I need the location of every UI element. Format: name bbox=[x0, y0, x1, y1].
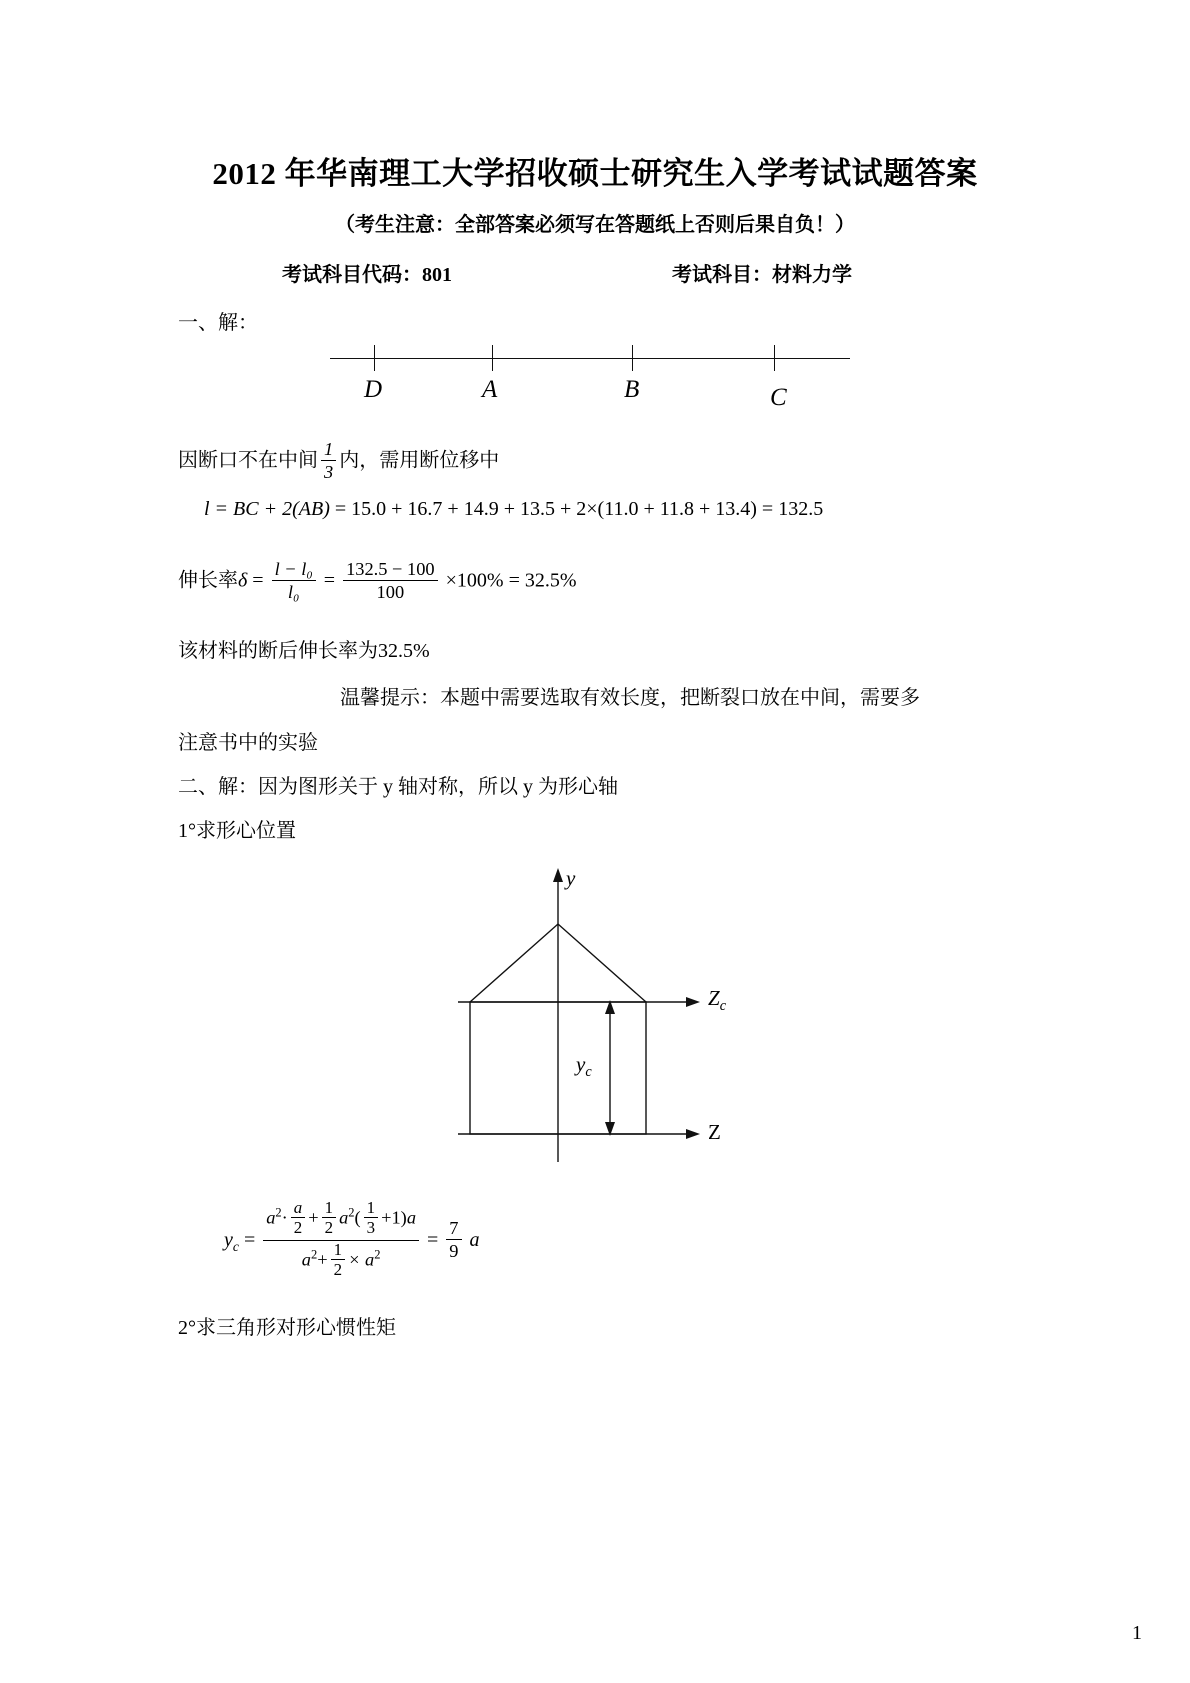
centroid-num-a-exp: 2 bbox=[275, 1205, 282, 1220]
dimension-label-yc-sub: c bbox=[585, 1064, 592, 1081]
subject-row bbox=[0, 258, 1190, 288]
break-reason-prefix: 因断口不在中间 bbox=[178, 449, 318, 472]
centroid-num-frac2-num: 1 bbox=[324, 1198, 334, 1217]
centroid-num-frac1 bbox=[291, 1198, 305, 1239]
subject-name: 考试科目：材料力学 bbox=[672, 264, 852, 286]
equation-length-lhs: l = BC + 2(AB) bbox=[204, 498, 330, 520]
elongation-result: 该材料的断后伸长率为32.5% bbox=[178, 640, 430, 662]
centroid-den-a: a bbox=[301, 1249, 311, 1270]
centroid-numerator bbox=[263, 1199, 419, 1240]
section2-heading: 二、解：因为图形关于 y 轴对称，所以 y 为形心轴 bbox=[178, 776, 618, 798]
centroid-num-a2: a bbox=[339, 1207, 349, 1228]
fraction-denominator: 3 bbox=[321, 460, 336, 483]
centroid-num-tail: a bbox=[406, 1207, 417, 1228]
cross-section-figure bbox=[430, 862, 990, 1182]
centroid-num-frac1-num: a bbox=[293, 1198, 303, 1217]
centroid-lhs: y bbox=[224, 1228, 233, 1251]
centroid-num-frac3-den: 3 bbox=[364, 1217, 378, 1238]
centroid-lhs-sub: c bbox=[232, 1238, 239, 1254]
equation-centroid: $y_c$ = $a^2\cdot$ $\frac{a}{2}$ + $\frac{1}{2}$ $a^2$( $\frac{1}{3}$ +1)a $a^2+$ $\frac{1}{2}$ × $a^2$ = $\frac{7}{9}$ a bbox=[224, 1200, 480, 1283]
subject-code: 考试科目代码：801 bbox=[282, 264, 452, 286]
ruler-tick-c bbox=[774, 345, 775, 371]
elongation-tail: ×100% = 32.5% bbox=[445, 569, 577, 592]
centroid-num-frac2-den: 2 bbox=[322, 1217, 336, 1238]
ruler-tick-b bbox=[632, 345, 633, 371]
elongation-frac2-num: 132.5 − 100 bbox=[346, 559, 435, 579]
ruler-tick-a bbox=[492, 345, 493, 371]
equation-elongation: 伸长率δ = $\frac{\text{l − l₀}}{\text{l₀}}$ = $\frac{132.5 - 100}{100}$ ×100% = 32.5% bbox=[178, 559, 577, 603]
exam-notice: （考生注意：全部答案必须写在答题纸上否则后果自负！） bbox=[335, 214, 855, 236]
ruler-label-a: A bbox=[482, 376, 498, 403]
centroid-den-a-exp: 2 bbox=[310, 1247, 318, 1262]
centroid-num-frac2 bbox=[322, 1198, 336, 1239]
elongation-label: 伸长率 bbox=[178, 569, 238, 592]
centroid-den-frac bbox=[331, 1240, 345, 1281]
centroid-num-dot: · bbox=[281, 1207, 288, 1228]
equation-length bbox=[204, 498, 823, 521]
ruler-axis-line bbox=[330, 358, 850, 359]
centroid-num-a2-exp: 2 bbox=[348, 1205, 355, 1220]
elongation-symbol: δ bbox=[238, 569, 248, 592]
tip-line-1: 温馨提示：本题中需要选取有效长度，把断裂口放在中间，需要多 bbox=[340, 687, 920, 709]
elongation-frac2-den: 100 bbox=[343, 580, 438, 603]
centroid-num-paren: ( bbox=[354, 1207, 361, 1228]
page-title: 2012 年华南理工大学招收硕士研究生入学考试试题答案 bbox=[212, 156, 978, 191]
elongation-fraction-1 bbox=[272, 559, 316, 603]
centroid-den-times: × a bbox=[348, 1249, 375, 1270]
fraction-numerator: 1 bbox=[324, 439, 334, 459]
centroid-denominator bbox=[263, 1240, 419, 1282]
centroid-main-fraction bbox=[263, 1199, 419, 1282]
ruler-label-d: D bbox=[364, 376, 383, 403]
centroid-result-tail: a bbox=[469, 1228, 480, 1251]
centroid-num-plus: + bbox=[308, 1207, 319, 1228]
page-number: 1 bbox=[1132, 1622, 1142, 1644]
equation-length-rhs: = 15.0 + 16.7 + 14.9 + 13.5 + 2×(11.0 + 11.8 + 13.4) = 132.5 bbox=[334, 498, 824, 520]
section2-step1: 1°求形心位置 bbox=[178, 820, 296, 842]
ruler-tick-d bbox=[374, 345, 375, 371]
ruler-figure bbox=[330, 340, 850, 420]
axis-label-y: y bbox=[566, 866, 576, 890]
centroid-den-frac-num: 1 bbox=[333, 1239, 343, 1259]
elongation-frac1-num: l − l₀ bbox=[274, 559, 313, 579]
break-reason-line bbox=[178, 440, 499, 484]
dimension-label-yc: y bbox=[576, 1052, 586, 1076]
centroid-den-plus: + bbox=[317, 1249, 328, 1270]
centroid-num-frac1-den: 2 bbox=[291, 1217, 305, 1238]
centroid-den-frac-den: 2 bbox=[331, 1259, 345, 1280]
elongation-fraction-2 bbox=[343, 559, 438, 603]
elongation-frac1-den: l₀ bbox=[272, 580, 316, 603]
ruler-label-b: B bbox=[624, 376, 640, 403]
centroid-num-plus2: +1) bbox=[381, 1207, 407, 1228]
centroid-num-frac3 bbox=[364, 1198, 378, 1239]
section1-heading: 一、解： bbox=[178, 312, 258, 334]
centroid-equals: = bbox=[427, 1228, 439, 1251]
section2-step2: 2°求三角形对形心惯性矩 bbox=[178, 1317, 396, 1339]
break-reason-suffix: 内，需用断位移中 bbox=[339, 449, 500, 472]
axis-label-z: Z bbox=[708, 1120, 721, 1144]
centroid-den-times-exp: 2 bbox=[374, 1247, 381, 1262]
ruler-label-c: C bbox=[770, 384, 787, 411]
tip-line-2: 注意书中的实验 bbox=[178, 732, 318, 754]
axis-label-zc-sub: c bbox=[719, 998, 727, 1015]
centroid-num-frac3-num: 1 bbox=[366, 1198, 376, 1217]
centroid-result-fraction bbox=[446, 1218, 461, 1262]
one-third-fraction bbox=[321, 439, 336, 483]
centroid-num-a: a bbox=[266, 1207, 276, 1228]
axis-label-zc: Z bbox=[708, 986, 720, 1010]
centroid-result-den: 9 bbox=[446, 1239, 461, 1262]
centroid-result-num: 7 bbox=[449, 1218, 459, 1239]
